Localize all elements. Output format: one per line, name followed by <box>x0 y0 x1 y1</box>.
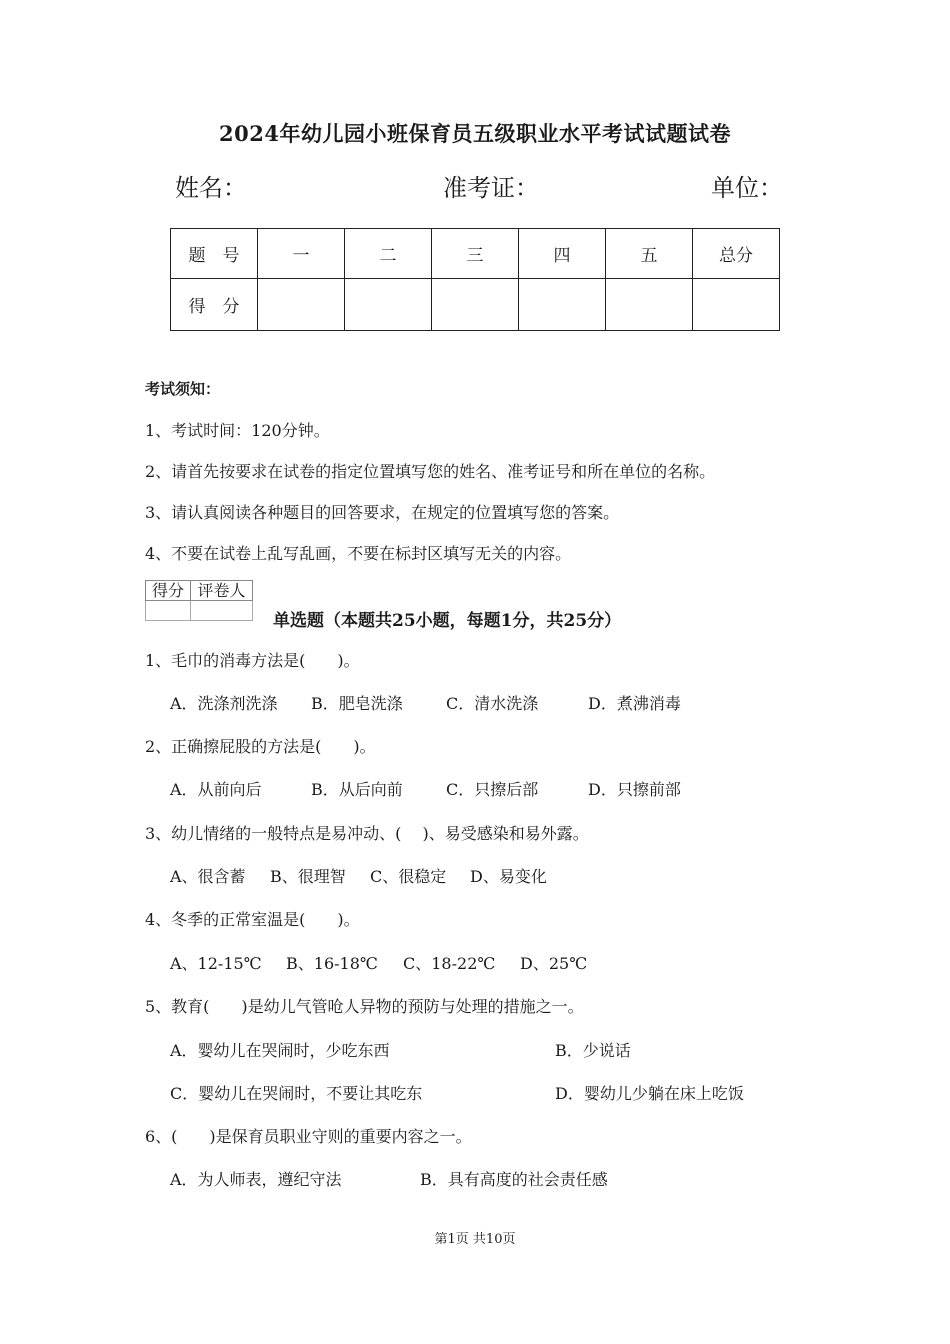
question-option[interactable]: B、很理智 <box>270 867 346 886</box>
section-title: 单选题（本题共25小题，每题1分，共25分） <box>273 611 622 631</box>
score-cell[interactable] <box>258 279 345 331</box>
question-stem: 6、( )是保育员职业守则的重要内容之一。 <box>145 1127 472 1146</box>
page-title: 2024年幼儿园小班保育员五级职业水平考试试题试卷 <box>219 121 731 146</box>
score-header-cell: 题 号 <box>171 229 258 279</box>
question-option[interactable]: B．少说话 <box>555 1041 631 1060</box>
question-option[interactable]: B．具有高度的社会责任感 <box>420 1170 608 1189</box>
question-stem: 5、教育( )是幼儿气管呛人异物的预防与处理的措施之一。 <box>145 997 584 1016</box>
question-option[interactable]: A．洗涤剂洗涤 <box>170 694 278 713</box>
notice-item: 3、请认真阅读各种题目的回答要求，在规定的位置填写您的答案。 <box>145 503 620 522</box>
score-cell[interactable] <box>606 279 693 331</box>
question-option[interactable]: D．只擦前部 <box>588 780 681 799</box>
question-option[interactable]: D．婴幼儿少躺在床上吃饭 <box>555 1084 744 1103</box>
score-header-cell: 三 <box>432 229 519 279</box>
question-stem: 2、正确擦屁股的方法是( )。 <box>145 737 376 756</box>
question-option[interactable]: B．从后向前 <box>311 780 403 799</box>
exam-id-label: 准考证： <box>443 174 539 202</box>
grader-name-cell[interactable] <box>191 601 253 621</box>
question-option[interactable]: C、18-22℃ <box>403 954 496 973</box>
score-cell[interactable] <box>693 279 780 331</box>
grader-score-cell[interactable] <box>146 601 191 621</box>
score-row-label: 得 分 <box>171 279 258 331</box>
score-header-cell: 五 <box>606 229 693 279</box>
score-header-cell: 一 <box>258 229 345 279</box>
grader-name-label: 评卷人 <box>191 581 253 601</box>
notice-item: 2、请首先按要求在试卷的指定位置填写您的姓名、准考证号和所在单位的名称。 <box>145 462 716 481</box>
question-option[interactable]: C、很稳定 <box>370 867 447 886</box>
question-stem: 1、毛巾的消毒方法是( )。 <box>145 651 360 670</box>
score-header-cell: 总分 <box>693 229 780 279</box>
unit-label: 单位： <box>711 174 783 202</box>
question-option[interactable]: A、12-15℃ <box>170 954 262 973</box>
score-header-cell: 四 <box>519 229 606 279</box>
question-option[interactable]: D、25℃ <box>520 954 588 973</box>
grader-score-label: 得分 <box>146 581 191 601</box>
notice-item: 1、考试时间：120分钟。 <box>145 421 330 440</box>
score-header-cell: 二 <box>345 229 432 279</box>
score-table-header-row <box>171 229 780 279</box>
question-option[interactable]: D．煮沸消毒 <box>588 694 681 713</box>
notice-item: 4、不要在试卷上乱写乱画，不要在标封区填写无关的内容。 <box>145 544 572 563</box>
question-stem: 4、冬季的正常室温是( )。 <box>145 910 360 929</box>
score-table-score-row <box>171 279 780 331</box>
question-option[interactable]: A．婴幼儿在哭闹时，少吃东西 <box>170 1041 390 1060</box>
question-option[interactable]: C．婴幼儿在哭闹时，不要让其吃东 <box>170 1084 423 1103</box>
name-label: 姓名： <box>175 174 247 202</box>
page-footer: 第1页 共10页 <box>434 1232 516 1247</box>
notice-heading: 考试须知： <box>145 380 221 398</box>
score-cell[interactable] <box>432 279 519 331</box>
question-option[interactable]: A．为人师表，遵纪守法 <box>170 1170 342 1189</box>
question-option[interactable]: B．肥皂洗涤 <box>311 694 403 713</box>
question-option[interactable]: C．清水洗涤 <box>446 694 539 713</box>
score-cell[interactable] <box>345 279 432 331</box>
question-option[interactable]: D、易变化 <box>470 867 547 886</box>
grader-table <box>145 580 253 621</box>
question-option[interactable]: A．从前向后 <box>170 780 262 799</box>
score-table <box>170 228 780 331</box>
question-stem: 3、幼儿情绪的一般特点是易冲动、( )、易受感染和易外露。 <box>145 824 589 843</box>
score-cell[interactable] <box>519 279 606 331</box>
question-option[interactable]: C．只擦后部 <box>446 780 539 799</box>
question-option[interactable]: B、16-18℃ <box>286 954 378 973</box>
question-option[interactable]: A、很含蓄 <box>170 867 246 886</box>
